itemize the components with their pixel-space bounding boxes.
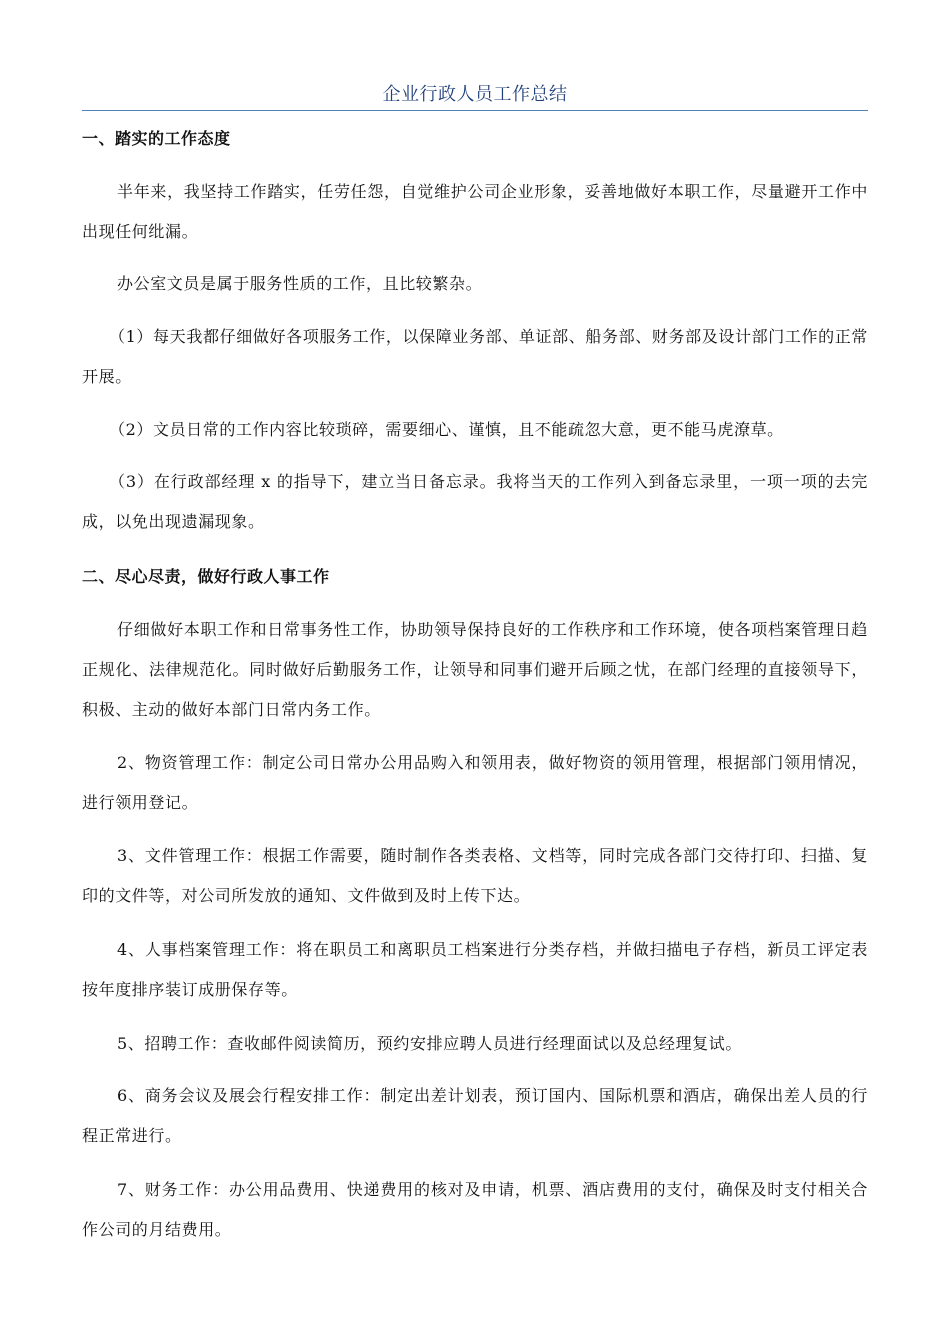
paragraph: 仔细做好本职工作和日常事务性工作，协助领导保持良好的工作秩序和工作环境，使各项档案管理日趋正规化、法律规范化。同时做好后勤服务工作，让领导和同事们避开后顾之忧，在部门经理的直接领导下，积极、主动的做好本部门日常内务工作。 [82,620,868,719]
document-title: 企业行政人员工作总结 [382,84,568,105]
paragraph: 4、人事档案管理工作：将在职员工和离职员工档案进行分类存档，并做扫描电子存档，新员工评定表按年度排序装订成册保存等。 [82,940,868,999]
paragraph: 2、物资管理工作：制定公司日常办公用品购入和领用表，做好物资的领用管理，根据部门领用情况，进行领用登记。 [82,753,868,812]
paragraph: （2）文员日常的工作内容比较琐碎，需要细心、谨慎，且不能疏忽大意，更不能马虎潦草。 [109,420,784,439]
paragraph: 5、招聘工作：查收邮件阅读简历，预约安排应聘人员进行经理面试以及总经理复试。 [117,1034,742,1053]
title-underline [82,110,868,111]
paragraph: 办公室文员是属于服务性质的工作，且比较繁杂。 [117,274,483,293]
paragraph: 半年来，我坚持工作踏实，任劳任怨，自觉维护公司企业形象，妥善地做好本职工作，尽量避开工作中出现任何纰漏。 [82,182,868,241]
paragraph: （3）在行政部经理 x 的指导下，建立当日备忘录。我将当天的工作列入到备忘录里，一项一项的去完成，以免出现遗漏现象。 [82,472,868,531]
paragraph: 7、财务工作：办公用品费用、快递费用的核对及申请，机票、酒店费用的支付，确保及时支付相关合作公司的月结费用。 [82,1180,868,1239]
section-heading: 一、踏实的工作态度 [82,129,231,148]
paragraph: （1）每天我都仔细做好各项服务工作，以保障业务部、单证部、船务部、财务部及设计部门工作的正常开展。 [82,327,868,386]
section-heading: 二、尽心尽责，做好行政人事工作 [82,567,330,586]
paragraph: 6、商务会议及展会行程安排工作：制定出差计划表，预订国内、国际机票和酒店，确保出差人员的行程正常进行。 [82,1086,868,1145]
paragraph: 3、文件管理工作：根据工作需要，随时制作各类表格、文档等，同时完成各部门交待打印、扫描、复印的文件等，对公司所发放的通知、文件做到及时上传下达。 [82,846,868,905]
